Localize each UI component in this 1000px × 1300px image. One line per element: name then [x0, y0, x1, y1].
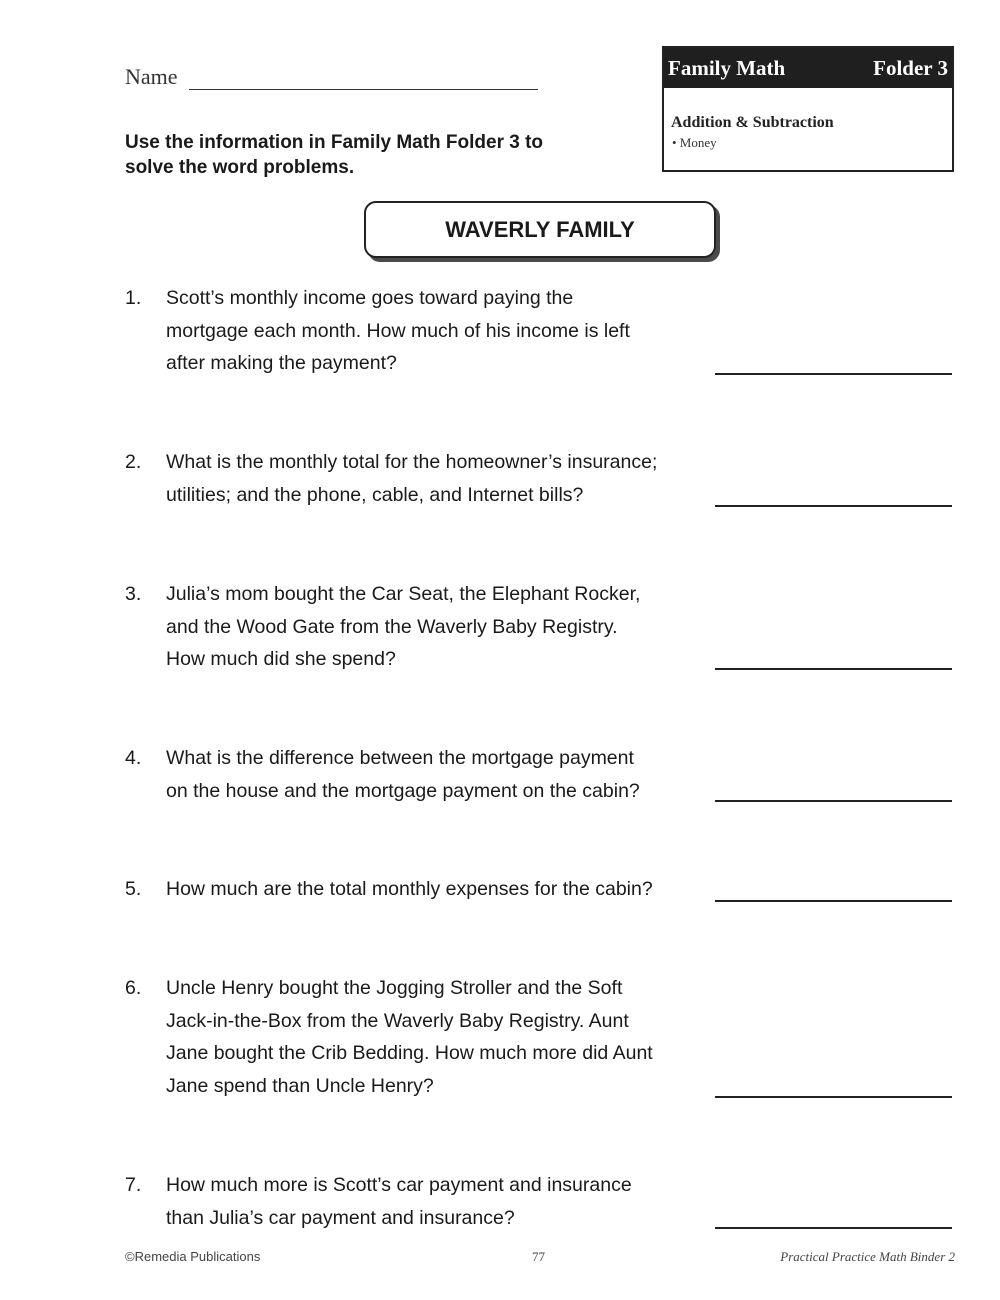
answer-line[interactable]: [715, 900, 952, 902]
footer-page-number: 77: [532, 1249, 545, 1264]
instructions-line: Use the information in Family Math Folder 3 to: [125, 132, 544, 153]
answer-line[interactable]: [715, 668, 952, 670]
section-title-banner: WAVERLY FAMILY: [364, 201, 716, 258]
question-text: Scott’s monthly income goes toward paying the mortgage each month. How much of his income is left after making the payment?: [166, 287, 630, 374]
question-text: Uncle Henry bought the Jogging Stroller and the Soft Jack-in-the-Box from the Waverly Baby Registry. Aunt Jane bought the Crib Bedding. How much more did Aunt Jane spend than Uncle Henry?: [166, 977, 653, 1097]
question-number: 4.: [125, 747, 142, 769]
question-text: Julia’s mom bought the Car Seat, the Elephant Rocker, and the Wood Gate from the Waverly Baby Registry. How much did she spend?: [166, 583, 641, 670]
answer-line[interactable]: [715, 373, 952, 375]
question-number: 2.: [125, 451, 142, 473]
answer-line[interactable]: [715, 1096, 952, 1098]
folder-series-title: Family Math: [668, 55, 786, 80]
question-number: 3.: [125, 583, 142, 605]
question-text: What is the monthly total for the homeowner’s insurance; utilities; and the phone, cable, and Internet bills?: [166, 451, 658, 506]
question-number: 6.: [125, 977, 142, 999]
question-number: 5.: [125, 878, 142, 900]
answer-line[interactable]: [715, 1227, 952, 1229]
name-answer-line[interactable]: [189, 89, 538, 90]
name-label: Name: [125, 64, 178, 89]
question-text: What is the difference between the mortgage payment on the house and the mortgage payment on the cabin?: [166, 747, 640, 802]
question-text: How much are the total monthly expenses for the cabin?: [166, 878, 653, 900]
answer-line[interactable]: [715, 505, 952, 507]
folder-number: Folder 3: [873, 55, 948, 80]
folder-topic: Addition & Subtraction: [671, 114, 834, 131]
question-number: 7.: [125, 1174, 142, 1196]
instructions: [125, 130, 625, 180]
instructions-line: solve the word problems.: [125, 157, 355, 178]
footer-book-title: Practical Practice Math Binder 2: [780, 1249, 955, 1264]
footer-copyright: ©Remedia Publications: [125, 1249, 261, 1264]
question-number: 1.: [125, 287, 142, 309]
folder-subtopic: • Money: [672, 135, 717, 150]
folder-info-box: [662, 46, 954, 172]
folder-header: [664, 48, 952, 88]
question-text: How much more is Scott’s car payment and insurance than Julia’s car payment and insurance?: [166, 1174, 632, 1229]
answer-line[interactable]: [715, 800, 952, 802]
